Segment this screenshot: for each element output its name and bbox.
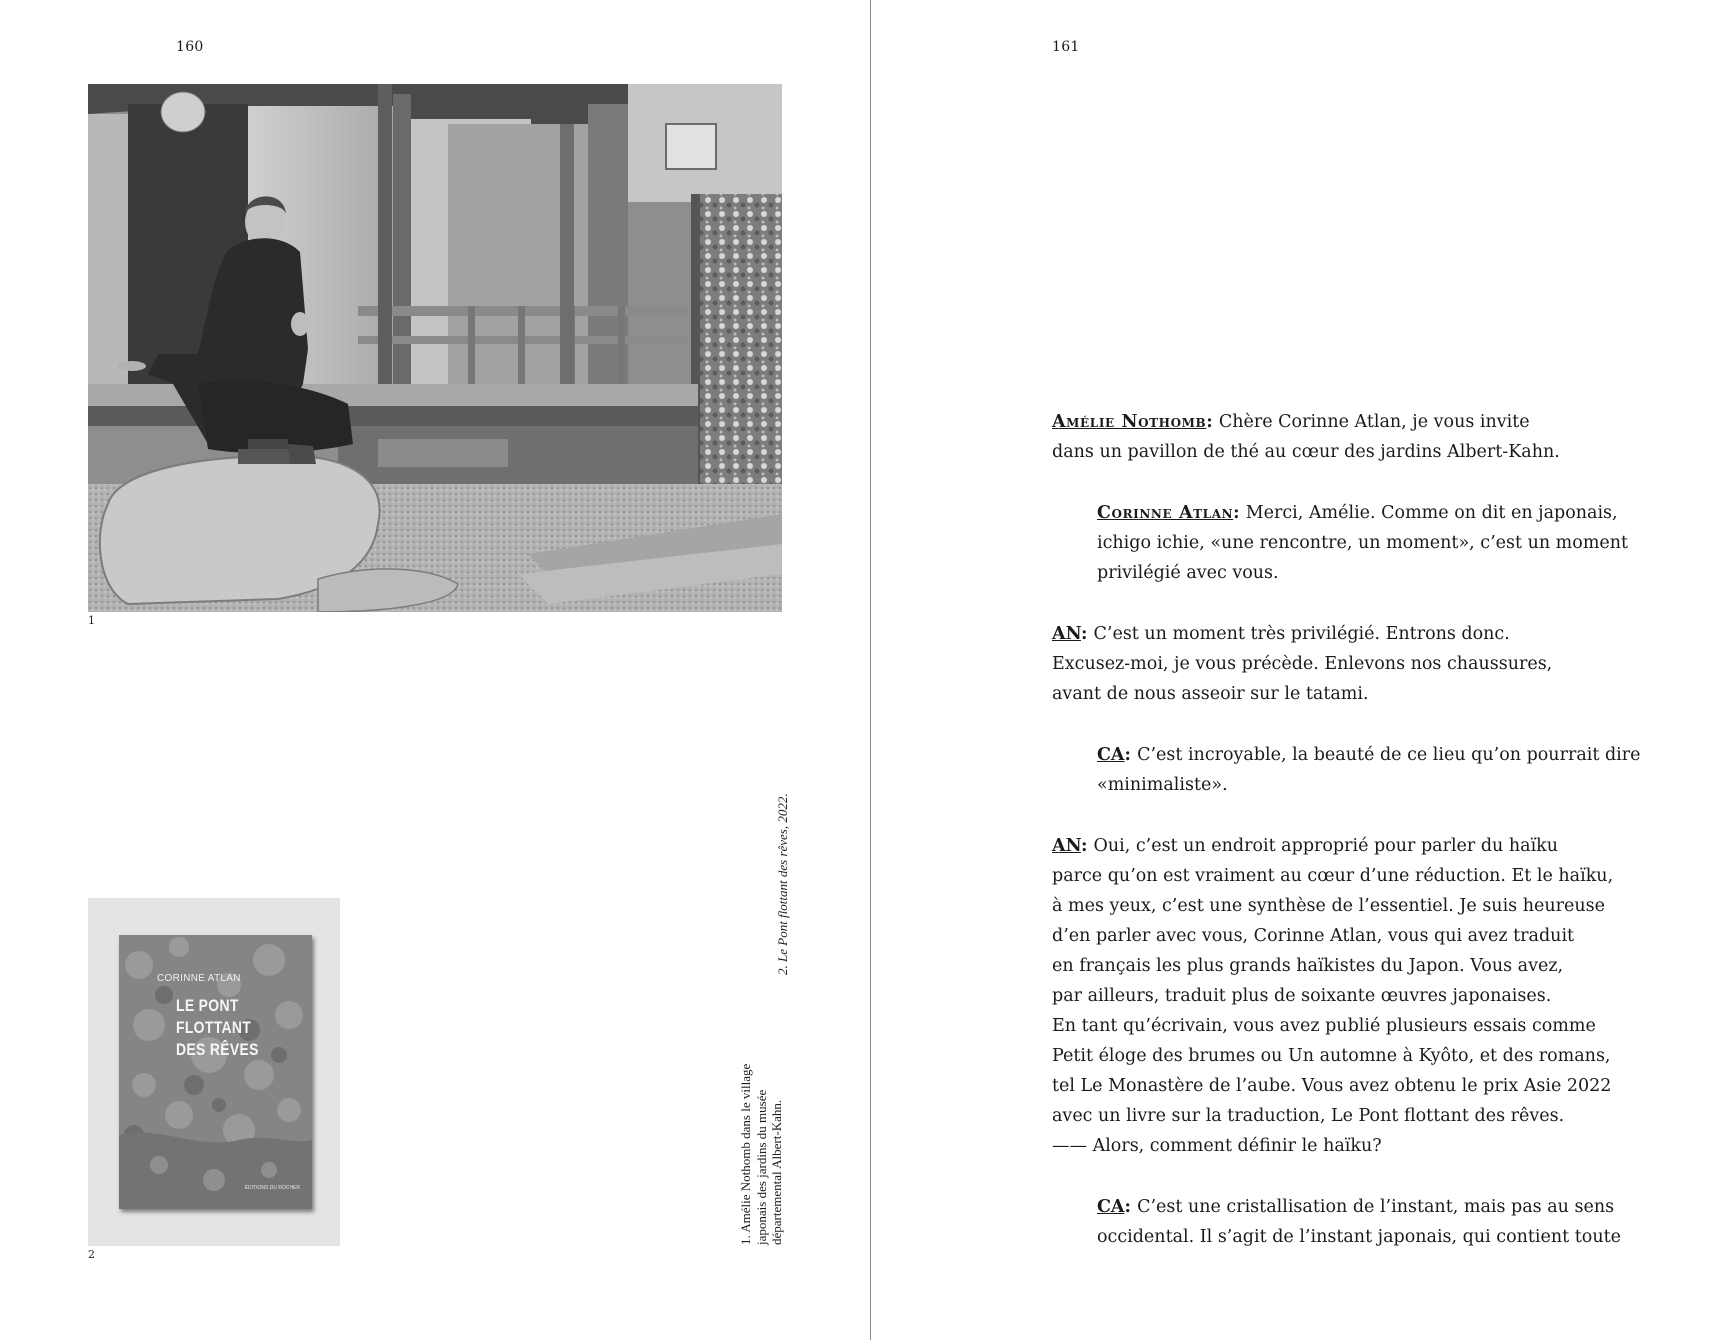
dialogue-line: Oui, c’est un endroit approprié pour parler du haïku <box>1093 836 1559 856</box>
dialogue-line: ichigo ichie, «une rencontre, un moment», c’est un moment <box>1097 533 1629 553</box>
book-cover-publisher: ÉDITIONS DU ROCHER <box>244 1185 300 1191</box>
dialogue-line: par ailleurs, traduit plus de soixante œuvres japonaises. <box>1052 986 1552 1006</box>
page-number-left: 160 <box>176 39 204 55</box>
caption-figure-1 <box>738 1064 785 1245</box>
dialogue-line: En tant qu’écrivain, vous avez publié plusieurs essais comme <box>1052 1016 1596 1036</box>
dialogue-line: occidental. Il s’agit de l’instant japonais, qui contient toute <box>1097 1227 1621 1247</box>
dialogue-line: d’en parler avec vous, Corinne Atlan, vous qui avez traduit <box>1052 926 1575 946</box>
dialogue-line: dans un pavillon de thé au cœur des jardins Albert-Kahn. <box>1052 442 1560 462</box>
dialogue-line: à mes yeux, c’est une synthèse de l’essentiel. Je suis heureuse <box>1052 896 1605 916</box>
dialogue-line: privilégié avec vous. <box>1097 563 1279 583</box>
dialogue-paragraph: Corinne Atlan: Merci, Amélie. Comme on dit en japonais, ichigo ichie, «une rencontre, un moment», c’est un moment privilégié avec vous. <box>1097 498 1628 588</box>
book-cover-title-line: FLOTTANT <box>176 1018 252 1037</box>
speaker-name: AN <box>1052 836 1081 856</box>
book-cover-title-line: DES RÊVES <box>176 1040 259 1059</box>
right-page <box>871 0 1734 1340</box>
book-cover-title-line: LE PONT <box>176 996 239 1015</box>
dialogue-paragraph: CA: C’est une cristallisation de l’instant, mais pas au sens occidental. Il s’agit de l’instant japonais, qui contient toute <box>1097 1192 1621 1252</box>
dialogue-line: C’est une cristallisation de l’instant, mais pas au sens <box>1137 1197 1615 1217</box>
dialogue-line: avant de nous asseoir sur le tatami. <box>1052 684 1369 704</box>
dialogue-line: «minimaliste». <box>1097 775 1228 795</box>
book-cover-le-pont-flottant-des-reves <box>119 935 312 1209</box>
dialogue-paragraph: Amélie Nothomb: Chère Corinne Atlan, je vous invite dans un pavillon de thé au cœur des jardins Albert-Kahn. <box>1052 407 1560 467</box>
book-cover-author: CORINNE ATLAN <box>157 973 241 984</box>
dialogue-paragraph: AN: Oui, c’est un endroit approprié pour parler du haïku parce qu’on est vraiment au cœur d’une réduction. Et le haïku, à mes yeux, c’est une synthèse de l’essentiel. Je suis heureuse d’en parler avec vous, Corinne Atlan, vous qui avez traduit en français les plus grands haïkistes du Japon. Vous avez, par ailleurs, traduit plus de soixante œuvres japonaises. En tant qu’écrivain, vous avez publié plusieurs essais comme Petit éloge des brumes ou Un automne à Kyôto, et des romans, tel Le Monastère de l’aube. Vous avez obtenu le prix Asie 2022 avec un livre sur la traduction, Le Pont flottant des rêves. —— Alors, comment définir le haïku? <box>1052 831 1613 1161</box>
dialogue-line: Merci, Amélie. Comme on dit en japonais, <box>1245 503 1618 523</box>
caption-figure-1-line: départemental Albert-Kahn. <box>769 1099 784 1245</box>
dialogue-line: parce qu’on est vraiment au cœur d’une réduction. Et le haïku, <box>1052 866 1614 886</box>
page-number-right: 161 <box>1052 39 1080 55</box>
figure-number-2: 2 <box>88 1248 95 1261</box>
dialogue-line: avec un livre sur la traduction, Le Pont flottant des rêves. <box>1052 1106 1565 1126</box>
dialogue-line: Excusez-moi, je vous précède. Enlevons nos chaussures, <box>1052 654 1553 674</box>
figure-number-1: 1 <box>88 614 95 627</box>
dialogue-line: Petit éloge des brumes ou Un automne à Kyôto, et des romans, <box>1052 1046 1611 1066</box>
dialogue-line: C’est incroyable, la beauté de ce lieu qu’on pourrait dire <box>1137 745 1641 765</box>
speaker-name: CA <box>1097 1197 1125 1217</box>
photo-amelie-nothomb-tea-pavilion <box>88 84 782 612</box>
speaker-name: AN <box>1052 624 1081 644</box>
caption-figure-1-line: japonais des jardins du musée <box>753 1089 769 1245</box>
dialogue-line: Chère Corinne Atlan, je vous invite <box>1218 412 1530 432</box>
dialogue-line: —— Alors, comment définir le haïku? <box>1052 1136 1382 1156</box>
dialogue-line: en français les plus grands haïkistes du Japon. Vous avez, <box>1052 956 1564 976</box>
caption-figure-2 <box>775 793 791 975</box>
speaker-name: Amélie Nothomb <box>1052 412 1207 432</box>
speaker-name: CA <box>1097 745 1125 765</box>
speaker-name: Corinne Atlan <box>1097 503 1234 523</box>
dialogue-paragraph: CA: C’est incroyable, la beauté de ce lieu qu’on pourrait dire «minimaliste». <box>1097 740 1640 800</box>
caption-figure-2-text: 2. Le Pont flottant des rêves, 2022. <box>775 793 790 975</box>
dialogue-line: tel Le Monastère de l’aube. Vous avez obtenu le prix Asie 2022 <box>1052 1076 1612 1096</box>
caption-figure-1-line: 1. Amélie Nothomb dans le village <box>738 1063 753 1245</box>
book-cover-title <box>176 995 259 1061</box>
dialogue-line: C’est un moment très privilégié. Entrons donc. <box>1093 624 1510 644</box>
dialogue-paragraph: AN: C’est un moment très privilégié. Entrons donc. Excusez-moi, je vous précède. Enlevons nos chaussures, avant de nous asseoir sur le tatami. <box>1052 619 1552 709</box>
